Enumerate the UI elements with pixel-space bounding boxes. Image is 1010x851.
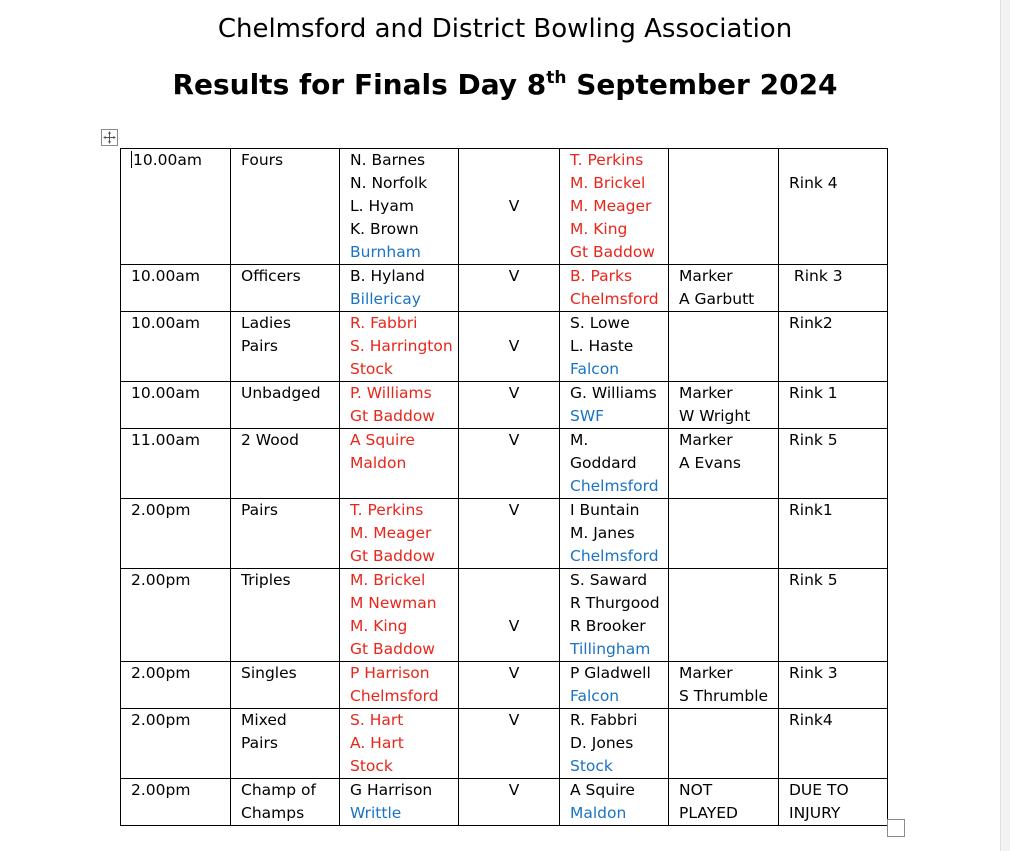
marker-text: S Thrumble <box>679 687 769 705</box>
time-text: 10.00am <box>131 314 200 332</box>
event-cell[interactable] <box>231 265 340 312</box>
spacer <box>469 312 559 335</box>
time-text: 10.00am <box>131 267 200 285</box>
marker-text: A Evans <box>679 454 741 472</box>
home-player: N. Norfolk <box>350 174 428 192</box>
event-name: 2 Wood <box>241 431 300 449</box>
time-text: 2.00pm <box>131 711 191 729</box>
home-club: Gt Baddow <box>350 547 435 565</box>
away-player: I Buntain <box>570 501 640 519</box>
event-name: Fours <box>241 151 284 169</box>
table-row <box>121 429 888 499</box>
time-text: 10.00am <box>131 384 200 402</box>
rink-label: Rink 5 <box>789 571 838 589</box>
marker-cell[interactable] <box>669 709 779 779</box>
table-row <box>121 265 888 312</box>
home-player: N. Barnes <box>350 151 426 169</box>
subtitle-suffix: September 2024 <box>566 68 838 101</box>
away-club: Chelmsford <box>570 290 659 308</box>
time-cell[interactable] <box>121 429 231 499</box>
marker-text: Marker <box>679 431 733 449</box>
away-club: Tillingham <box>570 640 651 658</box>
rink-label: Rink1 <box>789 501 833 519</box>
home-team-cell[interactable] <box>340 662 459 709</box>
versus-cell[interactable] <box>459 709 560 779</box>
away-player: R Thurgood <box>570 594 660 612</box>
away-team-cell[interactable] <box>560 779 669 826</box>
versus-label: V <box>508 267 520 285</box>
time-cell[interactable] <box>121 149 231 265</box>
versus-cell[interactable] <box>459 312 560 382</box>
away-team-cell[interactable] <box>560 149 669 265</box>
home-team-cell[interactable] <box>340 312 459 382</box>
event-cell[interactable] <box>231 569 340 662</box>
home-player: M. Brickel <box>350 571 426 589</box>
away-player: M. Janes <box>570 524 635 542</box>
document-title: Chelmsford and District Bowling Association <box>217 14 793 44</box>
away-player: S. Saward <box>570 571 648 589</box>
time-text: 11.00am <box>131 431 200 449</box>
rink-label: Rink 1 <box>789 384 838 402</box>
home-player: A Squire <box>350 431 415 449</box>
away-team-cell[interactable] <box>560 265 669 312</box>
home-club: Gt Baddow <box>350 640 435 658</box>
away-club: Falcon <box>570 687 620 705</box>
time-text: 2.00pm <box>131 571 191 589</box>
rink-cell[interactable] <box>779 149 888 265</box>
marker-cell[interactable] <box>669 499 779 569</box>
away-team-cell[interactable] <box>560 569 669 662</box>
table-row <box>121 312 888 382</box>
home-player: M. King <box>350 617 408 635</box>
marker-cell[interactable] <box>669 429 779 499</box>
home-player: A. Hart <box>350 734 404 752</box>
versus-label: V <box>508 664 520 682</box>
rink-label: Rink 3 <box>789 664 838 682</box>
time-cell[interactable] <box>121 709 231 779</box>
table-resize-icon[interactable] <box>887 819 905 837</box>
home-team-cell[interactable] <box>340 709 459 779</box>
event-name: Champ of <box>241 781 316 799</box>
subtitle-prefix: Results for Finals Day 8 <box>172 68 547 101</box>
versus-label: V <box>508 197 520 215</box>
rink-cell[interactable] <box>779 312 888 382</box>
versus-cell[interactable] <box>459 382 560 429</box>
home-club: Writtle <box>350 804 402 822</box>
home-player: K. Brown <box>350 220 419 238</box>
away-player: G. Williams <box>570 384 657 402</box>
away-team-cell[interactable] <box>560 429 669 499</box>
event-cell[interactable] <box>231 709 340 779</box>
away-team-cell[interactable] <box>560 312 669 382</box>
table-row <box>121 709 888 779</box>
home-player: L. Hyam <box>350 197 414 215</box>
home-club: Burnham <box>350 243 421 261</box>
away-club: Falcon <box>570 360 620 378</box>
away-team-cell[interactable] <box>560 709 669 779</box>
away-player: M. <box>570 431 589 449</box>
away-player: A Squire <box>570 781 635 799</box>
event-cell[interactable] <box>231 429 340 499</box>
event-name: Pairs <box>241 501 278 519</box>
away-player: R. Fabbri <box>570 711 638 729</box>
home-player: M. Meager <box>350 524 432 542</box>
event-name: Champs <box>241 804 305 822</box>
event-name: Singles <box>241 664 297 682</box>
versus-cell[interactable] <box>459 499 560 569</box>
away-player: B. Parks <box>570 267 633 285</box>
home-team-cell[interactable] <box>340 149 459 265</box>
home-player: M Newman <box>350 594 437 612</box>
rink-label: Rink 5 <box>789 431 838 449</box>
away-player: Goddard <box>570 454 637 472</box>
rink-label: Rink2 <box>789 314 833 332</box>
rink-cell[interactable] <box>779 569 888 662</box>
versus-label: V <box>508 617 520 635</box>
versus-cell[interactable] <box>459 265 560 312</box>
event-cell[interactable] <box>231 499 340 569</box>
away-player: P Gladwell <box>570 664 651 682</box>
marker-text: Marker <box>679 664 733 682</box>
table-row <box>121 499 888 569</box>
home-player: P. Williams <box>350 384 432 402</box>
event-cell[interactable] <box>231 382 340 429</box>
versus-label: V <box>508 431 520 449</box>
move-arrows-icon <box>103 131 116 144</box>
time-cell[interactable] <box>121 569 231 662</box>
rink-label: Rink 4 <box>789 174 838 192</box>
marker-cell[interactable] <box>669 569 779 662</box>
versus-cell[interactable] <box>459 149 560 265</box>
versus-label: V <box>508 501 520 519</box>
away-player: M. Brickel <box>570 174 646 192</box>
versus-cell[interactable] <box>459 662 560 709</box>
rink-cell[interactable] <box>779 709 888 779</box>
rink-label: Rink4 <box>789 711 833 729</box>
time-cell[interactable] <box>121 382 231 429</box>
rink-label: Rink 3 <box>789 267 843 285</box>
results-table[interactable] <box>120 148 888 826</box>
away-player: D. Jones <box>570 734 634 752</box>
away-player: T. Perkins <box>570 151 644 169</box>
table-move-icon[interactable] <box>101 129 118 146</box>
versus-label: V <box>508 781 520 799</box>
time-cell[interactable] <box>121 499 231 569</box>
home-team-cell[interactable] <box>340 382 459 429</box>
home-team-cell[interactable] <box>340 779 459 826</box>
home-player: B. Hyland <box>350 267 425 285</box>
time-text: 2.00pm <box>131 781 191 799</box>
away-team-cell[interactable] <box>560 499 669 569</box>
vertical-scrollbar[interactable] <box>1000 0 1010 851</box>
time-line <box>131 149 230 172</box>
marker-cell[interactable] <box>669 149 779 265</box>
away-club: Stock <box>570 757 613 775</box>
event-name: Officers <box>241 267 301 285</box>
away-player: M. King <box>570 220 628 238</box>
rink-cell[interactable] <box>779 429 888 499</box>
away-team-cell[interactable] <box>560 662 669 709</box>
home-player: S. Hart <box>350 711 404 729</box>
home-club: Chelmsford <box>350 687 439 705</box>
versus-cell[interactable] <box>459 429 560 499</box>
home-player: S. Harrington <box>350 337 453 355</box>
time-cell[interactable] <box>121 265 231 312</box>
home-club: Gt Baddow <box>350 407 435 425</box>
marker-cell[interactable] <box>669 265 779 312</box>
table-row <box>121 382 888 429</box>
table-row <box>121 569 888 662</box>
marker-text: A Garbutt <box>679 290 755 308</box>
marker-text: Marker <box>679 384 733 402</box>
time-cell[interactable] <box>121 779 231 826</box>
home-club: Maldon <box>350 454 407 472</box>
away-player: M. Meager <box>570 197 652 215</box>
versus-label: V <box>508 384 520 402</box>
event-name: Unbadged <box>241 384 321 402</box>
time-text: 10.00am <box>133 151 202 169</box>
table-row <box>121 779 888 826</box>
home-player: G Harrison <box>350 781 433 799</box>
event-name: Pairs <box>241 337 278 355</box>
home-player: T. Perkins <box>350 501 424 519</box>
time-text: 2.00pm <box>131 501 191 519</box>
home-team-cell[interactable] <box>340 499 459 569</box>
away-player: L. Haste <box>570 337 634 355</box>
versus-label: V <box>508 337 520 355</box>
rink-label: INJURY <box>789 804 841 822</box>
event-cell[interactable] <box>231 312 340 382</box>
time-text: 2.00pm <box>131 664 191 682</box>
text-cursor <box>131 151 132 168</box>
away-club: Gt Baddow <box>570 243 655 261</box>
marker-text: W Wright <box>679 407 751 425</box>
subtitle-ordinal: th <box>546 68 567 88</box>
event-name: Triples <box>241 571 291 589</box>
document-subtitle <box>0 66 1010 108</box>
event-cell[interactable] <box>231 149 340 265</box>
marker-text: NOT <box>679 781 713 799</box>
home-player: P Harrison <box>350 664 430 682</box>
away-club: Maldon <box>570 804 627 822</box>
marker-cell[interactable] <box>669 312 779 382</box>
rink-cell[interactable] <box>779 265 888 312</box>
home-player: R. Fabbri <box>350 314 418 332</box>
marker-cell[interactable] <box>669 382 779 429</box>
time-cell[interactable] <box>121 662 231 709</box>
rink-cell[interactable] <box>779 499 888 569</box>
table-row <box>121 149 888 265</box>
home-club: Stock <box>350 360 393 378</box>
table-row <box>121 662 888 709</box>
away-team-cell[interactable] <box>560 382 669 429</box>
spacer <box>469 149 559 172</box>
away-club: Chelmsford <box>570 477 659 495</box>
spacer <box>469 569 559 592</box>
home-team-cell[interactable] <box>340 265 459 312</box>
away-player: R Brooker <box>570 617 646 635</box>
event-name: Pairs <box>241 734 278 752</box>
marker-cell[interactable] <box>669 662 779 709</box>
rink-cell[interactable] <box>779 779 888 826</box>
rink-cell[interactable] <box>779 662 888 709</box>
time-cell[interactable] <box>121 312 231 382</box>
versus-cell[interactable] <box>459 569 560 662</box>
versus-label: V <box>508 711 520 729</box>
away-club: Chelmsford <box>570 547 659 565</box>
event-cell[interactable] <box>231 779 340 826</box>
event-cell[interactable] <box>231 662 340 709</box>
versus-cell[interactable] <box>459 779 560 826</box>
home-club: Stock <box>350 757 393 775</box>
event-name: Mixed <box>241 711 287 729</box>
home-team-cell[interactable] <box>340 429 459 499</box>
spacer <box>469 592 559 615</box>
spacer <box>469 172 559 195</box>
event-name: Ladies <box>241 314 291 332</box>
results-table-body <box>121 149 888 826</box>
home-club: Billericay <box>350 290 421 308</box>
rink-label: DUE TO <box>789 781 849 799</box>
away-club: SWF <box>570 407 605 425</box>
away-player: S. Lowe <box>570 314 630 332</box>
marker-cell[interactable] <box>669 779 779 826</box>
home-team-cell[interactable] <box>340 569 459 662</box>
marker-text: PLAYED <box>679 804 738 822</box>
rink-label <box>789 149 887 172</box>
marker-text: Marker <box>679 267 733 285</box>
rink-cell[interactable] <box>779 382 888 429</box>
